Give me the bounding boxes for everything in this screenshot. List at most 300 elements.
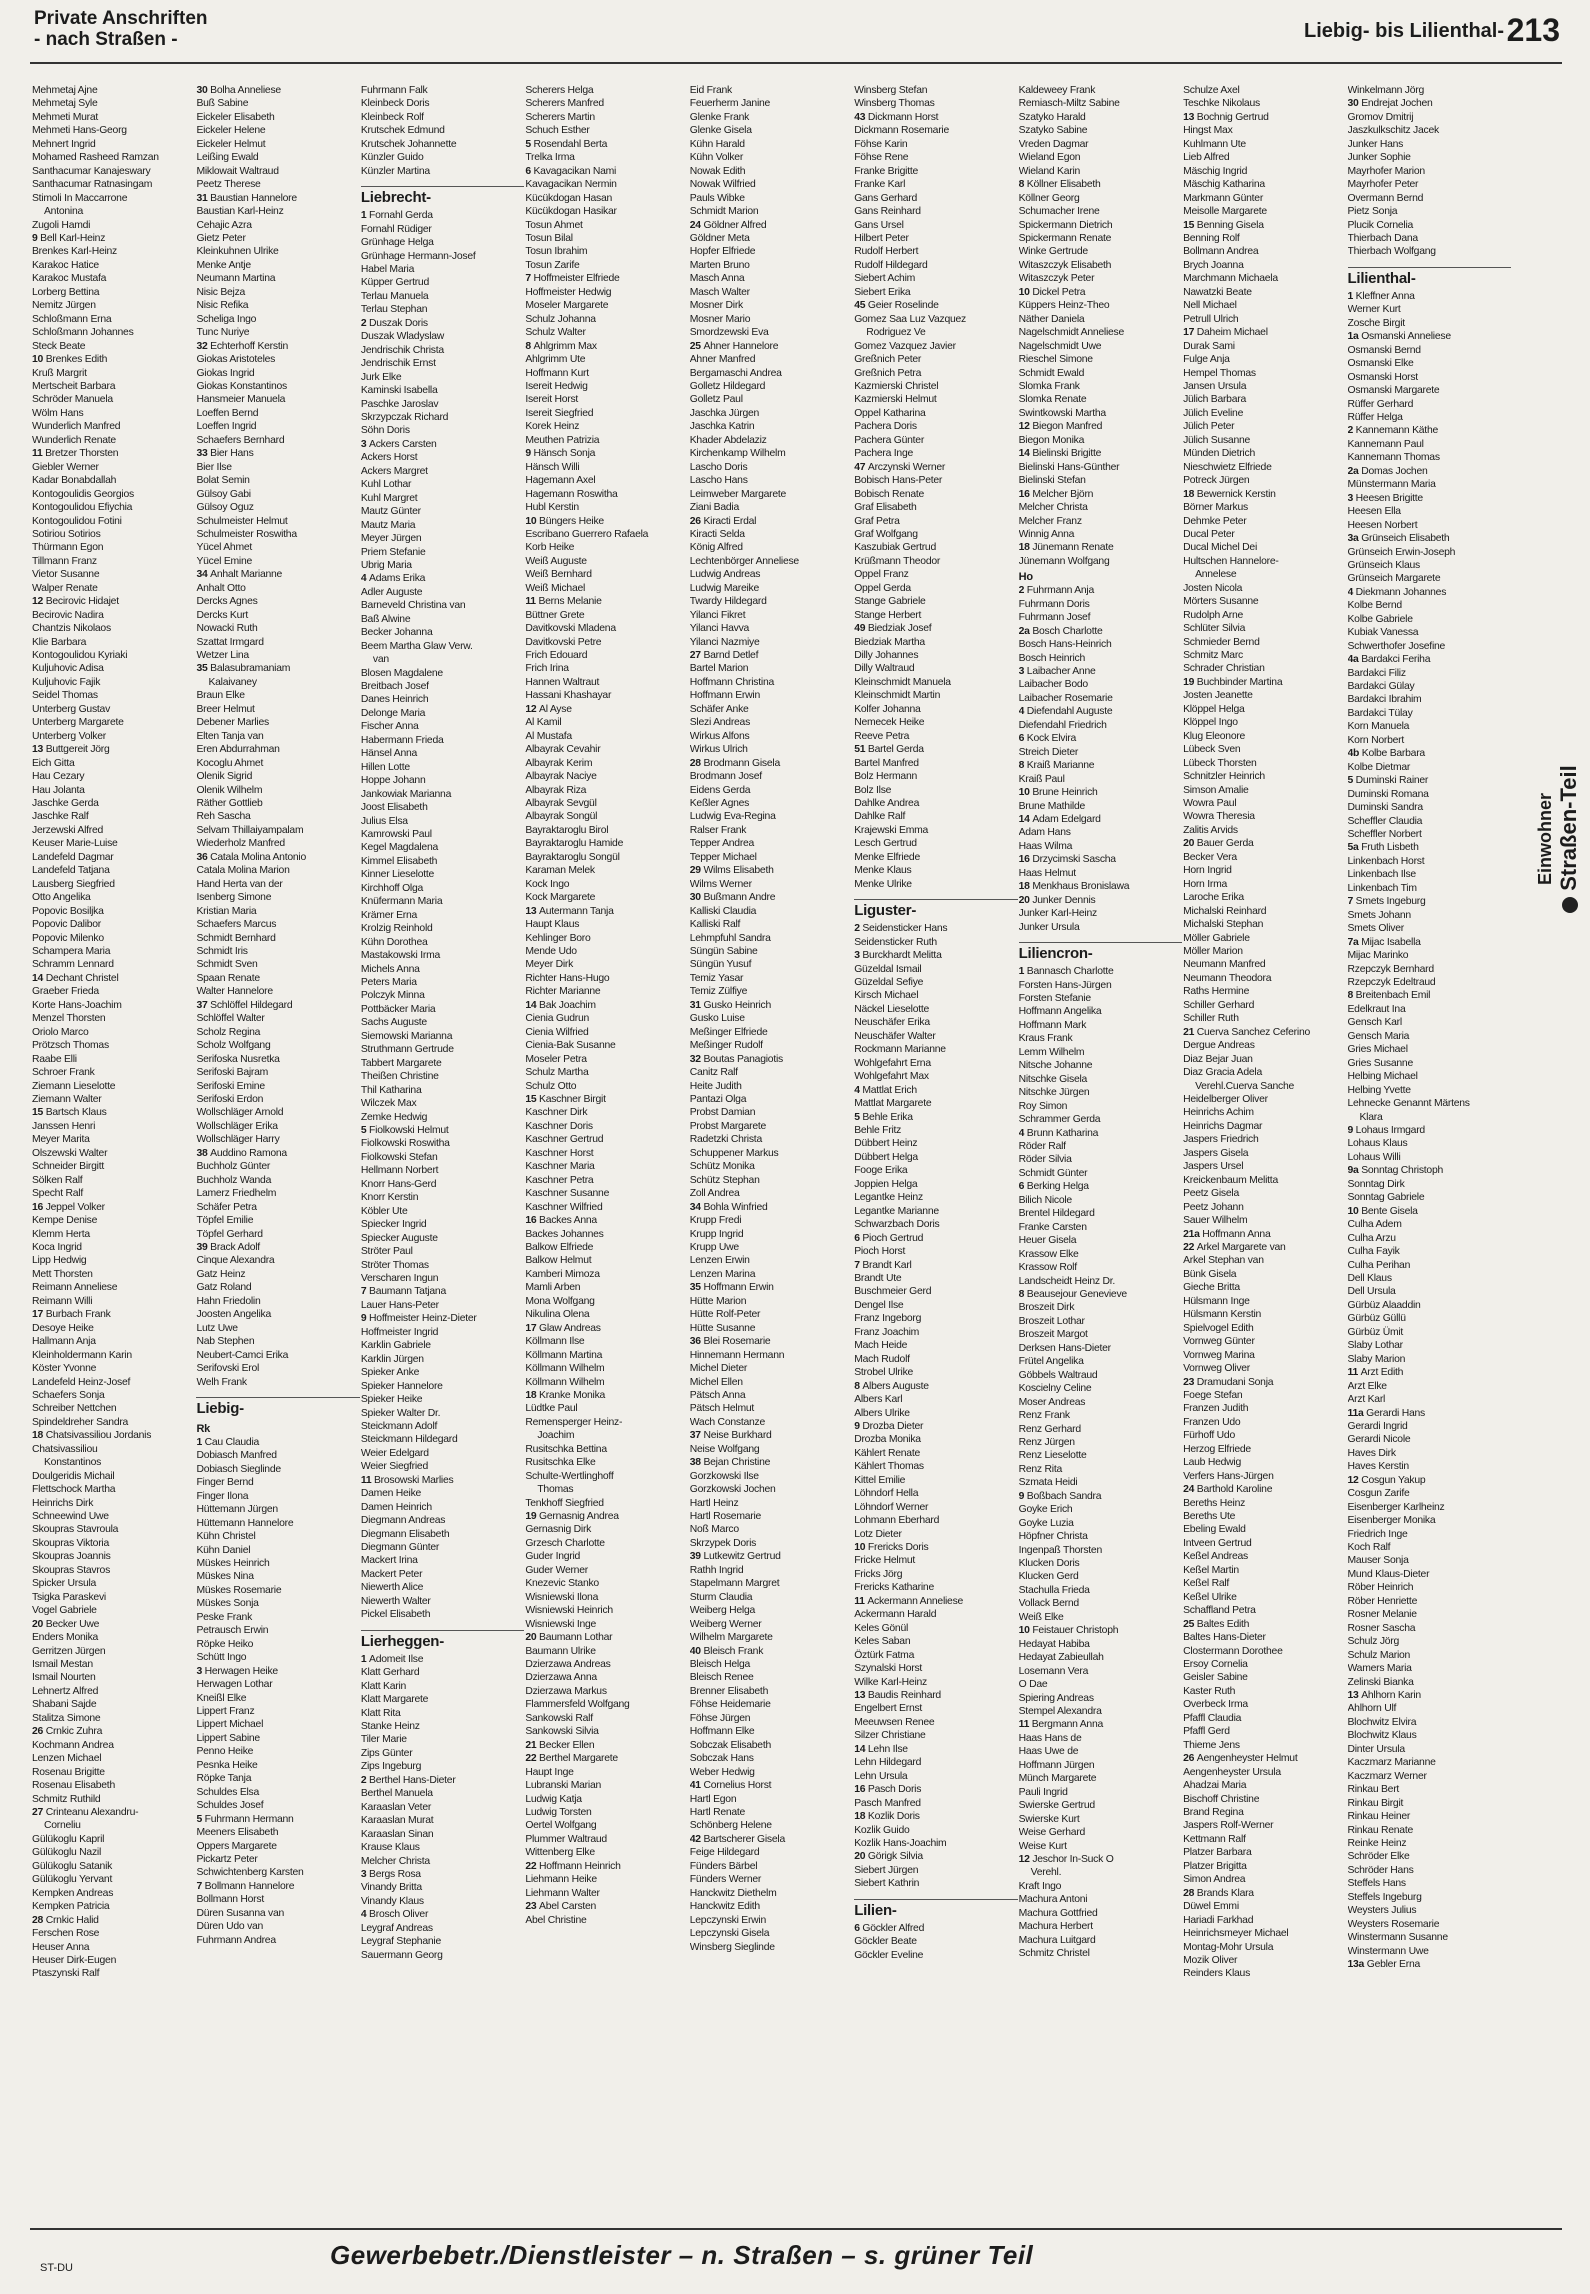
resident-entry: Ismail Mestan bbox=[32, 1659, 93, 1671]
resident-entry: Chantzis Nikolaos bbox=[32, 623, 111, 635]
resident-entry: Karaaslan Veter bbox=[360, 1801, 432, 1813]
resident-entry: Teschke Nikolaus bbox=[1183, 98, 1260, 110]
resident-entry: Paschke Jaroslav bbox=[360, 398, 439, 410]
resident-entry: Kaschner Doris bbox=[525, 1120, 593, 1132]
resident-entry: Giokas Konstantinos bbox=[196, 380, 287, 392]
resident-entry: Mijac Marinko bbox=[1347, 950, 1409, 962]
resident-entry: Masch Walter bbox=[689, 286, 750, 298]
resident-entry: Albayrak Naciye bbox=[525, 771, 597, 783]
resident-entry: Lotz Dieter bbox=[854, 1528, 902, 1540]
resident-entry: Seidel Thomas bbox=[32, 690, 98, 702]
resident-entry: Müskes Nina bbox=[196, 1571, 254, 1583]
resident-entry: Pachera Günter bbox=[854, 434, 925, 446]
resident-entry: Tenkhoff Siegfried bbox=[525, 1497, 604, 1509]
resident-entry: Eren Abdurrahman bbox=[196, 744, 280, 756]
resident-entry: Cienia-Bak Susanne bbox=[525, 1040, 616, 1052]
resident-entry: Habermann Frieda bbox=[360, 734, 444, 746]
resident-entry: Joachim bbox=[537, 1430, 575, 1442]
resident-entry: 7 Baumann Tatjana bbox=[360, 1286, 446, 1298]
resident-entry: Mach Heide bbox=[854, 1340, 908, 1352]
resident-entry: Heinrichsmeyer Michael bbox=[1183, 1928, 1289, 1940]
resident-entry: Dzierzawa Andreas bbox=[525, 1659, 611, 1671]
resident-entry: Serifoski Emine bbox=[196, 1080, 265, 1092]
resident-entry: Leygraf Stephanie bbox=[360, 1936, 441, 1948]
resident-entry: Desoye Heike bbox=[32, 1322, 94, 1334]
resident-entry: 20 Görigk Silvia bbox=[854, 1851, 923, 1863]
resident-entry: Schmidt Bernhard bbox=[196, 932, 276, 944]
resident-entry: Richter Marianne bbox=[525, 986, 601, 998]
resident-entry: Moseler Margarete bbox=[525, 300, 609, 312]
resident-entry: Mertscheit Barbara bbox=[32, 380, 116, 392]
resident-entry: 3 Ackers Carsten bbox=[360, 438, 437, 450]
resident-entry: Nowak Wilfried bbox=[689, 179, 756, 191]
resident-entry: 37 Neise Burkhard bbox=[689, 1430, 772, 1442]
resident-entry: Korb Heike bbox=[525, 542, 575, 554]
resident-entry: Sturm Claudia bbox=[689, 1591, 753, 1603]
resident-entry: 8 Albers Auguste bbox=[854, 1380, 929, 1392]
resident-entry: Blosen Magdalene bbox=[360, 667, 443, 679]
resident-entry: Vogel Gabriele bbox=[32, 1605, 97, 1617]
resident-entry: 13 Autermann Tanja bbox=[525, 905, 614, 917]
resident-entry: Gries Michael bbox=[1347, 1044, 1408, 1056]
resident-entry: Temiz Yasar bbox=[689, 972, 744, 984]
resident-entry: Krutschek Johannette bbox=[360, 138, 457, 150]
resident-entry: Börner Markus bbox=[1183, 502, 1248, 514]
resident-entry: Krause Klaus bbox=[360, 1842, 420, 1854]
resident-entry: Wowra Paul bbox=[1183, 798, 1237, 810]
resident-entry: Lippert Sabine bbox=[196, 1732, 260, 1744]
resident-entry: Machura Antoni bbox=[1018, 1894, 1088, 1906]
resident-entry: Rüffer Helga bbox=[1347, 411, 1403, 423]
resident-entry: Dzierzawa Markus bbox=[525, 1685, 607, 1697]
resident-entry: Linkenbach Tim bbox=[1347, 882, 1417, 894]
resident-entry: Klatt Karin bbox=[360, 1680, 407, 1692]
resident-entry: Weiß Auguste bbox=[525, 555, 587, 567]
resident-entry: Gans Ursel bbox=[854, 219, 904, 231]
resident-entry: Korek Heinz bbox=[525, 421, 580, 433]
resident-entry: Guder Werner bbox=[525, 1564, 588, 1576]
resident-entry: Ahadzai Maria bbox=[1183, 1780, 1247, 1792]
resident-entry: 42 Bartscherer Gisela bbox=[689, 1833, 785, 1845]
resident-entry: 5 Rosendahl Berta bbox=[525, 138, 608, 150]
resident-entry: Slomka Frank bbox=[1018, 380, 1080, 392]
resident-entry: Krassow Elke bbox=[1018, 1248, 1079, 1260]
resident-entry: Gülükoglu Yervant bbox=[32, 1874, 113, 1886]
resident-entry: Potreck Jürgen bbox=[1183, 475, 1250, 487]
resident-entry: Siebert Erika bbox=[854, 286, 911, 298]
resident-entry: Golletz Paul bbox=[689, 394, 743, 406]
resident-entry: Haas Wilma bbox=[1018, 840, 1073, 852]
resident-entry: Meisolle Margarete bbox=[1183, 206, 1267, 218]
resident-entry: Kiracti Selda bbox=[689, 528, 745, 540]
resident-entry: Fricks Jörg bbox=[854, 1568, 903, 1580]
resident-entry: Horn Irma bbox=[1183, 878, 1228, 890]
resident-entry: Diefendahl Friedrich bbox=[1018, 719, 1107, 731]
resident-entry: Jaschka Katrin bbox=[689, 421, 755, 433]
resident-entry: Zemke Hedwig bbox=[360, 1111, 428, 1123]
resident-entry: Lipp Hedwig bbox=[32, 1255, 87, 1267]
resident-entry: Düwel Emmi bbox=[1183, 1901, 1239, 1913]
resident-entry: Heesen Norbert bbox=[1347, 519, 1418, 531]
resident-entry: Simon Andrea bbox=[1183, 1874, 1246, 1886]
resident-entry: Fünders Werner bbox=[689, 1874, 762, 1886]
street-heading: Liebig- bbox=[196, 1397, 359, 1420]
resident-entry: Kolbe Gabriele bbox=[1347, 613, 1413, 625]
resident-entry: Noß Marco bbox=[689, 1524, 739, 1536]
resident-entry: 2 Duszak Doris bbox=[360, 317, 428, 329]
resident-entry: Köbler Ute bbox=[360, 1205, 408, 1217]
resident-entry: Bobisch Renate bbox=[854, 488, 925, 500]
resident-entry: 21 Cuerva Sanchez Ceferino bbox=[1183, 1026, 1310, 1038]
resident-entry: Tosun Zarife bbox=[525, 259, 580, 271]
resident-entry: Overbeck Irma bbox=[1183, 1699, 1248, 1711]
resident-entry: 31 Gusko Heinrich bbox=[689, 999, 771, 1011]
resident-entry: Gatz Heinz bbox=[196, 1268, 246, 1280]
resident-entry: Losemann Vera bbox=[1018, 1665, 1089, 1677]
resident-entry: Tunc Nuriye bbox=[196, 327, 250, 339]
resident-entry: Khader Abdelaziz bbox=[689, 434, 767, 446]
resident-entry: Reh Sascha bbox=[196, 811, 251, 823]
resident-entry: 19 Buchbinder Martina bbox=[1183, 676, 1283, 688]
resident-entry: Kamrowski Paul bbox=[360, 829, 432, 841]
resident-entry: Ebeling Ewald bbox=[1183, 1524, 1246, 1536]
resident-entry: Steickmann Adolf bbox=[360, 1420, 438, 1432]
resident-entry: Rzepczyk Bernhard bbox=[1347, 963, 1434, 975]
resident-entry: Nagelschmidt Anneliese bbox=[1018, 327, 1125, 339]
resident-entry: Feuerherm Janine bbox=[689, 98, 771, 110]
resident-entry: Terlau Stephan bbox=[360, 304, 428, 316]
resident-entry: Schneewind Uwe bbox=[32, 1511, 109, 1523]
resident-entry: 20 Bauer Gerda bbox=[1183, 838, 1254, 850]
resident-entry: Heuer Gisela bbox=[1018, 1235, 1077, 1247]
resident-entry: Reimann Anneliese bbox=[32, 1282, 118, 1294]
resident-entry: Walper Renate bbox=[32, 582, 98, 594]
resident-entry: Schlüter Silvia bbox=[1183, 623, 1246, 635]
resident-entry: Aengenheyster Ursula bbox=[1183, 1766, 1281, 1778]
resident-entry: Flettschock Martha bbox=[32, 1484, 116, 1496]
resident-entry: Swierske Gertrud bbox=[1018, 1800, 1095, 1812]
resident-entry: Popovic Bosiljka bbox=[32, 905, 104, 917]
resident-entry: Weier Siegfried bbox=[360, 1461, 428, 1473]
resident-entry: Kleinholdermann Karin bbox=[32, 1349, 132, 1361]
resident-entry: Renz Jürgen bbox=[1018, 1436, 1075, 1448]
resident-entry: Dengel Ilse bbox=[854, 1299, 904, 1311]
resident-entry: Keles Gönül bbox=[854, 1622, 909, 1634]
resident-entry: Hilbert Peter bbox=[854, 232, 909, 244]
resident-entry: Karaman Melek bbox=[525, 865, 595, 877]
resident-entry: Klatt Rita bbox=[360, 1707, 401, 1719]
resident-entry: Breer Helmut bbox=[196, 703, 255, 715]
resident-entry: Mackert Peter bbox=[360, 1568, 423, 1580]
resident-entry: Franz Ingeborg bbox=[854, 1313, 922, 1325]
resident-entry: Schuldes Elsa bbox=[196, 1786, 260, 1798]
street-heading: Liebrecht- bbox=[361, 186, 524, 209]
resident-entry: Diaz Gracia Adela bbox=[1183, 1067, 1262, 1079]
resident-entry: Siebert Jürgen bbox=[854, 1864, 919, 1876]
resident-entry: Köllmann Wilhelm bbox=[525, 1376, 605, 1388]
resident-entry: Lechtenbörger Anneliese bbox=[689, 555, 799, 567]
resident-entry: Jerzewski Alfred bbox=[32, 824, 104, 836]
resident-entry: Edelkraut Ina bbox=[1347, 1003, 1406, 1015]
resident-entry: Eickeler Helmut bbox=[196, 138, 266, 150]
resident-entry: Wittenberg Elke bbox=[525, 1847, 595, 1859]
resident-entry: Hoffmann Christina bbox=[689, 676, 774, 688]
resident-entry: Renz Lieselotte bbox=[1018, 1450, 1087, 1462]
directory-column bbox=[32, 84, 195, 2214]
resident-entry: Scholz Wolfgang bbox=[196, 1040, 271, 1052]
resident-entry: Skrzypczak Richard bbox=[360, 411, 449, 423]
resident-entry: Jaschke Ralf bbox=[32, 811, 89, 823]
resident-entry: Fuhrmann Falk bbox=[360, 85, 428, 96]
resident-entry: Ackers Margret bbox=[360, 465, 428, 477]
resident-entry: Serifoski Erdon bbox=[196, 1093, 264, 1105]
resident-entry: Rosner Sascha bbox=[1347, 1622, 1416, 1634]
resident-entry: Hultschen Hannelore- bbox=[1183, 555, 1279, 567]
resident-entry: Ludwig Torsten bbox=[525, 1807, 592, 1818]
resident-entry: 16 Pasch Doris bbox=[854, 1784, 922, 1796]
resident-entry: Röber Heinrich bbox=[1347, 1582, 1414, 1594]
resident-entry: 16 Drzycimski Sascha bbox=[1018, 854, 1116, 866]
resident-entry: 47 Arczynski Werner bbox=[854, 461, 946, 473]
resident-entry: Heinrichs Dagmar bbox=[1183, 1120, 1263, 1132]
resident-entry: Santhacumar Kanajeswary bbox=[32, 165, 151, 177]
resident-entry: 4 Diekmann Johannes bbox=[1347, 586, 1447, 598]
resident-entry: Spieker Hannelore bbox=[360, 1380, 443, 1392]
resident-entry: Wilhelm Margarete bbox=[689, 1632, 773, 1644]
resident-entry: Renz Gerhard bbox=[1018, 1423, 1081, 1435]
resident-entry: Neumann Theodora bbox=[1183, 972, 1272, 984]
resident-entry: Bleisch Helga bbox=[689, 1659, 751, 1671]
resident-entry: Skoupras Joannis bbox=[32, 1551, 111, 1563]
resident-entry: Otto Angelika bbox=[32, 892, 91, 904]
resident-entry: Giebler Werner bbox=[32, 461, 99, 473]
resident-entry: Dehmke Peter bbox=[1183, 515, 1247, 527]
resident-entry: Jaszkulkschitz Jacek bbox=[1347, 125, 1439, 137]
resident-entry: Frich Irina bbox=[525, 663, 569, 675]
resident-entry: Franke Karl bbox=[854, 179, 906, 191]
resident-entry: Balkow Elfriede bbox=[525, 1241, 594, 1253]
resident-entry: Lehnecke Genannt Märtens bbox=[1347, 1098, 1470, 1110]
resident-entry: Rathh Ingrid bbox=[689, 1564, 744, 1576]
resident-entry: 8 Köllner Elisabeth bbox=[1018, 179, 1101, 191]
resident-entry: Yilanci Fikret bbox=[689, 609, 746, 621]
resident-entry: Breitbach Josef bbox=[360, 681, 429, 693]
resident-entry: 4 Adams Erika bbox=[360, 573, 426, 585]
resident-entry: Mosner Mario bbox=[689, 313, 751, 325]
resident-entry: Diegmann Elisabeth bbox=[360, 1528, 450, 1540]
resident-entry: Sölken Ralf bbox=[32, 1174, 83, 1186]
resident-entry: 10 Brenkes Edith bbox=[32, 354, 108, 366]
resident-entry: Kozlik Hans-Joachim bbox=[854, 1838, 947, 1849]
resident-entry: 9 Hoffmeister Heinz-Dieter bbox=[360, 1313, 477, 1325]
resident-entry: Koscielny Celine bbox=[1018, 1383, 1092, 1395]
resident-entry: Müskes Rosemarie bbox=[196, 1584, 282, 1596]
resident-entry: Meeuwsen Renee bbox=[854, 1716, 935, 1728]
resident-entry: Köllmann Wilhelm bbox=[525, 1363, 605, 1375]
resident-entry: Hanckwitz Edith bbox=[689, 1901, 760, 1913]
directory-column bbox=[525, 84, 688, 2214]
resident-entry: Debener Marlies bbox=[196, 717, 269, 729]
resident-entry: Siemowski Marianna bbox=[360, 1030, 453, 1042]
resident-entry: Weysters Rosemarie bbox=[1347, 1918, 1440, 1930]
resident-entry: Olszewski Walter bbox=[32, 1147, 108, 1159]
resident-entry: Kuhl Margret bbox=[360, 492, 418, 504]
resident-entry: Lorberg Bettina bbox=[32, 286, 100, 298]
resident-entry: Köllner Georg bbox=[1018, 192, 1080, 204]
resident-entry: Steck Beate bbox=[32, 340, 86, 352]
resident-entry: Forsten Stefanie bbox=[1018, 993, 1091, 1004]
resident-entry: Lubranski Marian bbox=[525, 1780, 602, 1792]
resident-entry: Räther Gottlieb bbox=[196, 798, 263, 810]
resident-entry: Rinkau Bert bbox=[1347, 1784, 1400, 1796]
resident-entry: Wunderlich Renate bbox=[32, 434, 116, 446]
resident-entry: Richter Hans-Hugo bbox=[525, 972, 610, 984]
resident-entry: Mach Rudolf bbox=[854, 1353, 910, 1365]
resident-entry: Nemitz Jürgen bbox=[32, 300, 96, 312]
resident-entry: Gülükoglu Nazil bbox=[32, 1847, 102, 1859]
resident-entry: Nowacki Ruth bbox=[196, 623, 258, 635]
resident-entry: Hau Jolanta bbox=[32, 784, 85, 796]
resident-entry: 36 Catala Molina Antonio bbox=[196, 851, 306, 863]
resident-entry: Schramm Lennard bbox=[32, 959, 114, 971]
resident-entry: Sankowski Silvia bbox=[525, 1726, 599, 1738]
resident-entry: Lausberg Siegfried bbox=[32, 878, 115, 890]
resident-entry: Slaby Lothar bbox=[1347, 1340, 1403, 1352]
resident-entry: Hütte Marion bbox=[689, 1295, 747, 1307]
resident-entry: Sobczak Hans bbox=[689, 1753, 754, 1765]
resident-entry: 28 Crnkic Halid bbox=[32, 1914, 99, 1926]
resident-entry: Simson Amalie bbox=[1183, 784, 1249, 796]
resident-entry: Ahlgrimm Ute bbox=[525, 354, 586, 366]
resident-entry: Lehn Ursula bbox=[854, 1770, 908, 1782]
resident-entry: 3 Heesen Brigitte bbox=[1347, 492, 1423, 504]
resident-entry: Niewerth Walter bbox=[360, 1595, 431, 1607]
resident-entry: Kücükdogan Hasikar bbox=[525, 206, 617, 218]
resident-entry: Heinrichs Dirk bbox=[32, 1497, 94, 1509]
resident-entry: 5 Fiolkowski Helmut bbox=[360, 1124, 449, 1136]
resident-entry: Ahner Manfred bbox=[689, 354, 756, 366]
resident-entry: Witaszczyk Peter bbox=[1018, 273, 1095, 285]
resident-entry: Wisniewski Heinrich bbox=[525, 1605, 613, 1617]
resident-entry: Popovic Milenko bbox=[32, 932, 104, 944]
resident-entry: 17 Burbach Frank bbox=[32, 1309, 111, 1321]
resident-entry: Kühn Harald bbox=[689, 138, 745, 150]
resident-entry: Kozlik Guido bbox=[854, 1824, 910, 1836]
resident-entry: 13 Bochnig Gertrud bbox=[1183, 111, 1269, 123]
resident-entry: Müskes Sonja bbox=[196, 1598, 259, 1610]
resident-entry: Hahn Friedolin bbox=[196, 1295, 261, 1307]
resident-entry: Mäschig Ingrid bbox=[1183, 165, 1248, 177]
resident-entry: 3 Bergs Rosa bbox=[360, 1869, 421, 1880]
resident-entry: Wieland Karin bbox=[1018, 165, 1081, 177]
resident-entry: Jülich Barbara bbox=[1183, 394, 1246, 406]
resident-entry: Nagelschmidt Uwe bbox=[1018, 340, 1102, 352]
resident-entry: 10 Feistauer Christoph bbox=[1018, 1625, 1119, 1637]
resident-entry: 28 Brodmann Gisela bbox=[689, 757, 780, 769]
resident-entry: Wohlgefahrt Erna bbox=[854, 1057, 931, 1069]
resident-entry: Verehl.Cuerva Sanche bbox=[1195, 1080, 1295, 1092]
resident-entry: Laub Hedwig bbox=[1183, 1457, 1241, 1469]
resident-entry: Lieb Alfred bbox=[1183, 152, 1230, 164]
resident-entry: Zugoli Hamdi bbox=[32, 219, 91, 231]
resident-entry: Karaaslan Murat bbox=[360, 1815, 434, 1827]
resident-entry: Heesen Ella bbox=[1347, 506, 1401, 518]
resident-entry: 36 Blei Rosemarie bbox=[689, 1336, 771, 1348]
resident-entry: Jünemann Wolfgang bbox=[1018, 555, 1110, 567]
resident-entry: 39 Brack Adolf bbox=[196, 1241, 260, 1253]
resident-entry: 19 Gernasnig Andrea bbox=[525, 1511, 619, 1523]
resident-entry: Kolbe Bernd bbox=[1347, 600, 1402, 612]
resident-entry: Grünseich Klaus bbox=[1347, 559, 1420, 571]
resident-entry: Mosner Dirk bbox=[689, 300, 744, 312]
resident-entry: Szatyko Sabine bbox=[1018, 125, 1088, 137]
resident-entry: Wilms Werner bbox=[689, 878, 752, 890]
resident-entry: Nisic Bejza bbox=[196, 286, 246, 298]
resident-entry: Flammersfeld Wolfgang bbox=[525, 1699, 630, 1711]
resident-entry: Kehlinger Boro bbox=[525, 932, 591, 944]
resident-entry: Spickermann Renate bbox=[1018, 232, 1112, 244]
resident-entry: Gomez Saa Luz Vazquez bbox=[854, 313, 966, 325]
resident-entry: Broszeit Dirk bbox=[1018, 1302, 1075, 1314]
resident-entry: Kontogoulidis Georgios bbox=[32, 488, 134, 500]
resident-entry: Nisic Refika bbox=[196, 300, 249, 312]
resident-entry: Brenkes Karl-Heinz bbox=[32, 246, 118, 258]
resident-entry: Struthmann Gertrude bbox=[360, 1044, 454, 1056]
resident-entry: Hau Cezary bbox=[32, 771, 85, 783]
resident-entry: Franke Carsten bbox=[1018, 1221, 1087, 1233]
resident-entry: Mende Udo bbox=[525, 946, 577, 957]
resident-entry: Arzt Karl bbox=[1347, 1394, 1386, 1406]
resident-entry: Scherers Martin bbox=[525, 111, 595, 123]
resident-entry: Münden Dietrich bbox=[1183, 448, 1255, 460]
resident-entry: Kalliski Ralf bbox=[689, 919, 741, 931]
resident-entry: Wiederholz Manfred bbox=[196, 838, 285, 850]
resident-entry: 4 Brunn Katharina bbox=[1018, 1127, 1099, 1139]
resident-entry: 18 Kozlik Doris bbox=[854, 1811, 920, 1823]
resident-entry: Neise Wolfgang bbox=[689, 1443, 760, 1455]
resident-entry: Laibacher Bodo bbox=[1018, 679, 1088, 691]
resident-entry: Platzer Barbara bbox=[1183, 1847, 1252, 1859]
resident-entry: Sobczak Elisabeth bbox=[689, 1739, 771, 1751]
resident-entry: Tosun Bilal bbox=[525, 232, 573, 244]
resident-entry: Linkenbach Ilse bbox=[1347, 869, 1416, 881]
resident-entry: Moseler Petra bbox=[525, 1053, 587, 1065]
resident-entry: Grünseich Margarete bbox=[1347, 573, 1441, 585]
resident-entry: Näther Daniela bbox=[1018, 313, 1085, 325]
resident-entry: 37 Schlöffel Hildegard bbox=[196, 999, 293, 1011]
resident-entry: Gromov Dmitrij bbox=[1347, 111, 1414, 123]
resident-entry: Strobel Ulrike bbox=[854, 1367, 914, 1379]
resident-entry: Klemm Herta bbox=[32, 1228, 90, 1240]
resident-entry: Hoffmeister Hedwig bbox=[525, 286, 612, 298]
resident-entry: Vornweg Marina bbox=[1183, 1349, 1255, 1361]
resident-entry: Krupp Uwe bbox=[689, 1241, 739, 1253]
resident-entry: Pasch Manfred bbox=[854, 1797, 921, 1809]
resident-entry: Kock Margarete bbox=[525, 892, 596, 904]
resident-entry: Oppers Margarete bbox=[196, 1840, 277, 1852]
resident-entry: 6 Göckler Alfred bbox=[854, 1922, 925, 1934]
resident-entry: Kleinkuhnen Ulrike bbox=[196, 246, 279, 258]
resident-entry: 13 Buttgereit Jörg bbox=[32, 744, 110, 756]
resident-entry: Fuhrmann Doris bbox=[1018, 598, 1090, 610]
resident-entry: Schlöffel Walter bbox=[196, 1013, 265, 1025]
resident-entry: Hagemann Axel bbox=[525, 475, 596, 487]
resident-entry: Jansen Ursula bbox=[1183, 380, 1247, 392]
resident-entry: Josten Jeanette bbox=[1183, 690, 1253, 702]
resident-entry: Penno Heike bbox=[196, 1746, 254, 1758]
resident-entry: Mehmetaj Ajne bbox=[32, 85, 98, 96]
resident-entry: Zalitis Arvids bbox=[1183, 824, 1238, 836]
